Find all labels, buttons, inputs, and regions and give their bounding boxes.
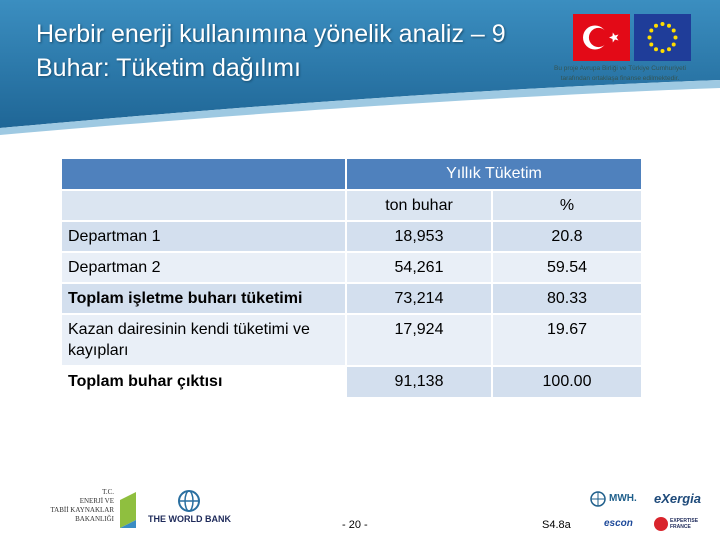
ministry-logo bbox=[30, 488, 140, 532]
row-ton-value: 54,261 bbox=[347, 253, 491, 282]
mwh-logo: MWH. bbox=[609, 493, 637, 504]
turkey-flag-icon bbox=[573, 14, 630, 61]
row-ton-value: 18,953 bbox=[347, 222, 491, 251]
row-ton-value: 17,924 bbox=[347, 315, 491, 365]
row-label: Kazan dairesinin kendi tüketimi ve kayıpları bbox=[62, 315, 345, 365]
ministry-line-2: ENERJİ VE bbox=[79, 497, 114, 505]
row-label: Departman 2 bbox=[62, 253, 345, 282]
row-label: Departman 1 bbox=[62, 222, 345, 251]
table-row bbox=[62, 367, 641, 397]
exergia-logo: eXergia bbox=[654, 491, 701, 506]
row-ton-value: 73,214 bbox=[347, 284, 491, 313]
ministry-line-1: T.C. bbox=[102, 488, 114, 496]
mwh-globe-icon bbox=[590, 491, 606, 507]
consortium-logos bbox=[590, 490, 715, 536]
table-row bbox=[62, 315, 641, 365]
page-title: Herbir enerji kullanımına yönelik analiz – 9 bbox=[36, 20, 506, 48]
expertise-france-icon bbox=[654, 517, 668, 531]
column-header-percent: % bbox=[493, 191, 641, 220]
table-header-blank bbox=[62, 159, 345, 189]
row-percent-value: 59.54 bbox=[493, 253, 641, 282]
consumption-table bbox=[60, 157, 643, 399]
table-subheader-blank bbox=[62, 191, 345, 220]
row-ton-value: 91,138 bbox=[347, 367, 491, 397]
table-row bbox=[62, 253, 641, 282]
row-label: Toplam işletme buharı tüketimi bbox=[62, 284, 345, 313]
table-row bbox=[62, 222, 641, 251]
ministry-line-4: BAKANLIĞI bbox=[75, 515, 114, 523]
world-bank-logo bbox=[148, 490, 234, 530]
escon-logo: escon bbox=[604, 518, 633, 529]
ministry-line-3: TABİİ KAYNAKLAR bbox=[50, 506, 114, 514]
table-row bbox=[62, 284, 641, 313]
page-subtitle: Buhar: Tüketim dağılımı bbox=[36, 54, 301, 82]
globe-icon bbox=[178, 490, 200, 512]
table-group-header: Yıllık Tüketim bbox=[347, 159, 641, 189]
page-number: - 20 - bbox=[342, 519, 368, 531]
slide-code: S4.8a bbox=[542, 519, 571, 531]
row-percent-value: 20.8 bbox=[493, 222, 641, 251]
row-label: Toplam buhar çıktısı bbox=[62, 367, 345, 397]
world-bank-label: THE WORLD BANK bbox=[148, 514, 231, 524]
funding-disclaimer bbox=[520, 64, 720, 84]
disclaimer-line-2: tarafından ortaklaşa finanse edilmektedir. bbox=[560, 75, 680, 82]
disclaimer-line-1: Bu proje Avrupa Birliği ve Türkiye Cumhuriyeti bbox=[554, 65, 686, 72]
eu-flag-icon bbox=[634, 14, 691, 61]
row-percent-value: 80.33 bbox=[493, 284, 641, 313]
row-percent-value: 100.00 bbox=[493, 367, 641, 397]
expertise-france-logo: EXPERTISE FRANCE bbox=[670, 518, 699, 530]
ministry-emblem-icon bbox=[116, 490, 140, 530]
row-percent-value: 19.67 bbox=[493, 315, 641, 365]
column-header-ton: ton buhar bbox=[347, 191, 491, 220]
